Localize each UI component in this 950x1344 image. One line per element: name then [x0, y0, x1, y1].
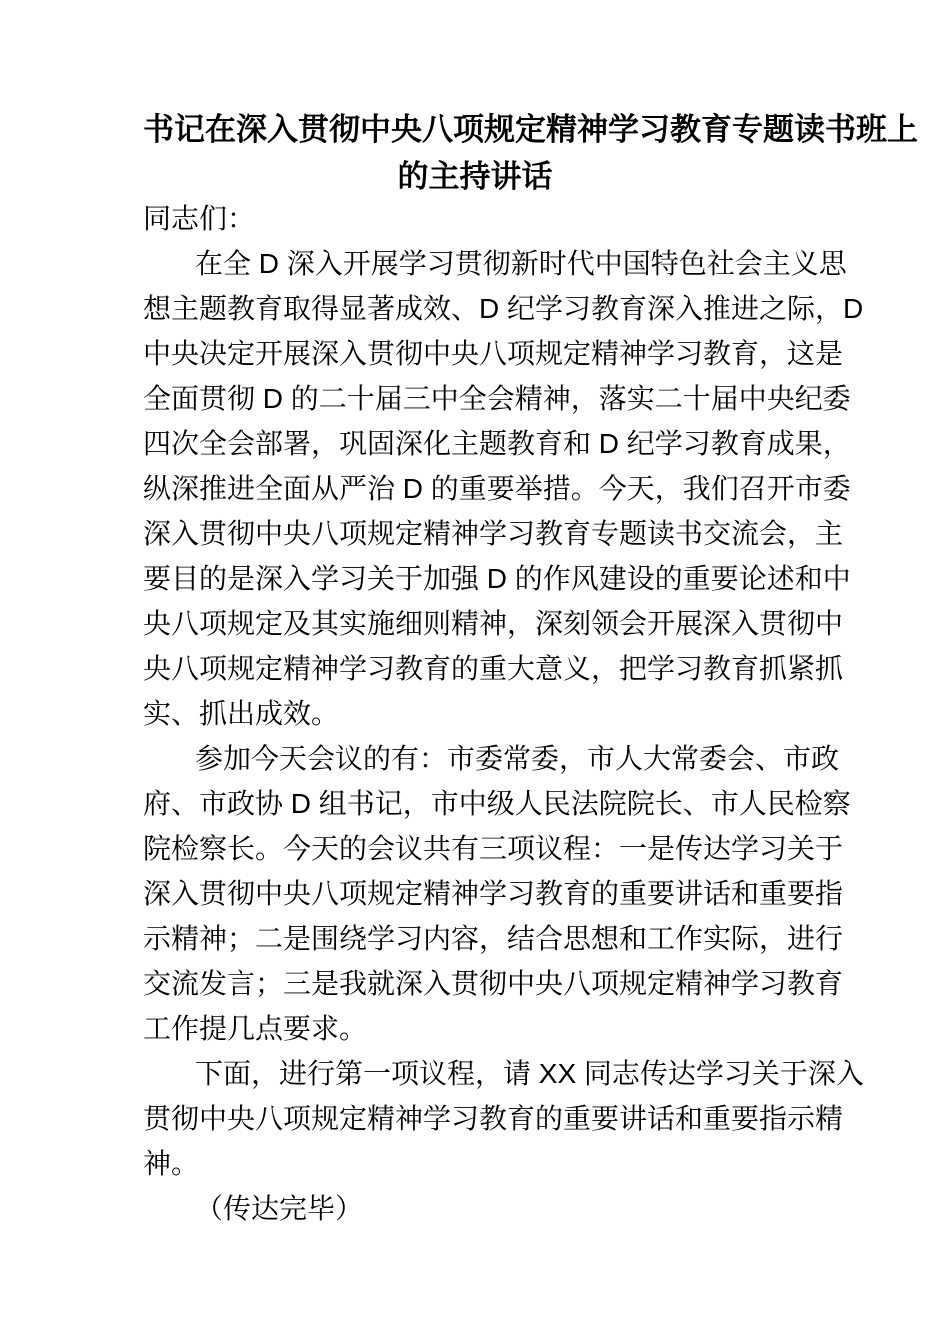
- document-title: [143, 106, 918, 200]
- paragraph-4: [143, 1186, 807, 1231]
- title-line-1: 书记在深入贯彻中央八项规定精神学习教育专题读书班上: [143, 112, 918, 147]
- paragraph-1-line-9: 央八项规定及其实施细则精神，深刻领会开展深入贯彻中: [143, 608, 844, 639]
- title-line-2: 的主持讲话: [397, 159, 553, 194]
- paragraph-1: [143, 241, 864, 736]
- paragraph-1-line-7: 深入贯彻中央八项规定精神学习教育专题读书交流会，主: [143, 518, 844, 549]
- paragraph-2-line-4: 深入贯彻中央八项规定精神学习教育的重要讲话和重要指: [143, 878, 844, 909]
- paragraph-1-line-3: 中央决定开展深入贯彻中央八项规定精神学习教育，这是: [143, 338, 844, 369]
- paragraph-1-line-1: 在全 D 深入开展学习贯彻新时代中国特色社会主义思: [195, 248, 847, 279]
- paragraph-1-line-10: 央八项规定精神学习教育的重大意义，把学习教育抓紧抓: [143, 653, 844, 684]
- salutation: 同志们：: [143, 203, 256, 234]
- paragraph-3: [143, 1051, 864, 1186]
- paragraph-1-line-5: 四次全会部署，巩固深化主题教育和 D 纪学习教育成果，: [143, 428, 851, 459]
- paragraph-2-line-5: 示精神；二是围绕学习内容，结合思想和工作实际，进行: [143, 923, 844, 954]
- paragraph-2: [143, 736, 851, 1051]
- paragraph-3-line-2: 贯彻中央八项规定精神学习教育的重要讲话和重要指示精: [143, 1103, 844, 1134]
- paragraph-1-line-11: 实、抓出成效。: [143, 698, 340, 729]
- document-body: [143, 196, 864, 1231]
- paragraph-2-line-7: 工作提几点要求。: [143, 1013, 368, 1044]
- paragraph-2-line-2: 府、市政协 D 组书记，市中级人民法院院长、市人民检察: [143, 788, 851, 819]
- paragraph-2-line-1: 参加今天会议的有：市委常委，市人大常委会、市政: [195, 743, 840, 774]
- paragraph-1-line-8: 要目的是深入学习关于加强 D 的作风建设的重要论述和中: [143, 563, 851, 594]
- paragraph-2-line-6: 交流发言；三是我就深入贯彻中央八项规定精神学习教育: [143, 968, 844, 999]
- paragraph-4-line-1: （传达完毕）: [195, 1193, 364, 1224]
- paragraph-1-line-6: 纵深推进全面从严治 D 的重要举措。今天，我们召开市委: [143, 473, 851, 504]
- paragraph-3-line-3: 神。: [143, 1148, 200, 1179]
- paragraph-1-line-4: 全面贯彻 D 的二十届三中全会精神，落实二十届中央纪委: [143, 383, 851, 414]
- paragraph-2-line-3: 院检察长。今天的会议共有三项议程：一是传达学习关于: [143, 833, 844, 864]
- paragraph-3-line-1: 下面，进行第一项议程，请 XX 同志传达学习关于深入: [195, 1058, 864, 1089]
- paragraph-1-line-2: 想主题教育取得显著成效、D 纪学习教育深入推进之际，D: [143, 293, 864, 324]
